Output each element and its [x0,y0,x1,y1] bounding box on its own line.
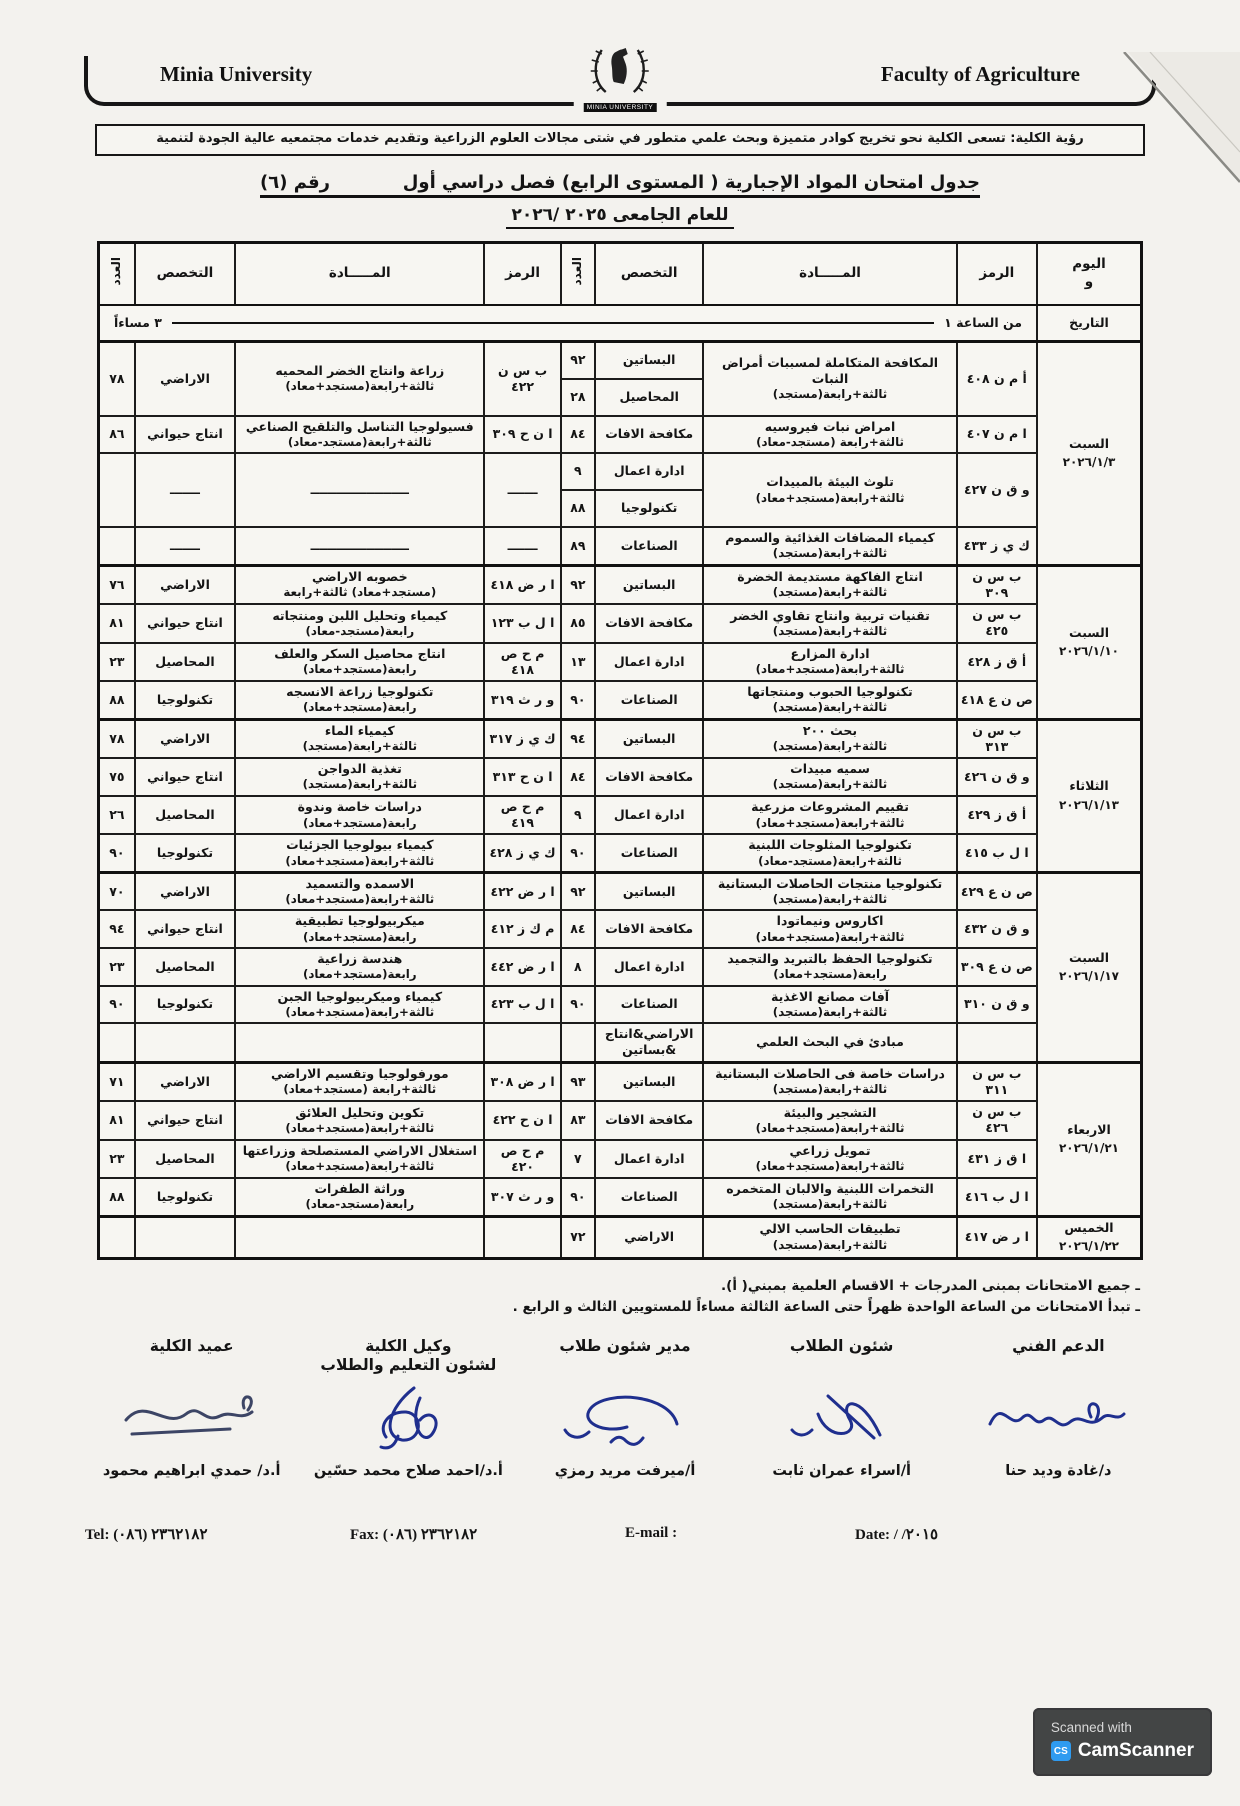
course-code: م ح ص ٤٢٠ [484,1140,560,1179]
course-code: ا ل ب ٤٢٣ [484,986,560,1024]
student-count: ٨٤ [561,416,595,454]
signatory-name: أ.د/احمد صلاح محمد حسّين [313,1462,503,1479]
course-name [235,1216,484,1258]
university-name-en: Minia University [160,62,313,86]
student-count: ١٣ [561,643,595,682]
student-count: ٢٦ [99,796,135,835]
specialization: الاراضي [595,1216,704,1258]
student-count: ٧٢ [561,1216,595,1258]
student-count: ٢٣ [99,948,135,986]
course-code: ـــــــ [484,527,560,565]
document-header [70,52,1170,114]
course-code [484,1216,560,1258]
student-count: ٧٨ [99,719,135,758]
col-code-right: الرمز [957,243,1037,305]
specialization: الاراضي [135,342,235,416]
student-count: ٨٣ [561,1101,595,1140]
student-count: ٨ [561,948,595,986]
handwritten-signature [740,1377,943,1463]
course-code: م ح ص ٤١٩ [484,796,560,835]
student-count: ٧٦ [99,565,135,604]
specialization: الصناعات [595,986,704,1024]
specialization: الصناعات [595,681,704,719]
specialization: تكنولوجيا [135,681,235,719]
specialization: ـــــــ [135,527,235,565]
course-code: و ر ث ٣٠٧ [484,1178,560,1216]
logo-caption: MINIA UNIVERSITY [584,103,657,112]
col-subject-left: المـــــادة [235,243,484,305]
signatory-name: أ/ميرفت مريد رمزي [554,1462,696,1479]
exam-row [99,453,1142,490]
exam-day-cell: السبت ٢٠٢٦/١/١٠ [1037,565,1142,719]
camscanner-watermark [1033,1708,1212,1776]
exam-row [99,342,1142,379]
handwritten-signature [523,1377,726,1463]
student-count: ٨٨ [561,490,595,527]
student-count: ٨٨ [99,681,135,719]
exam-row [99,681,1142,719]
course-name: التشجير والبيئة ثالثة+رابعة(مستجد+معاد) [703,1101,956,1140]
specialization: البساتين [595,342,704,379]
course-name: انتاج الفاكهة مستديمة الخضرة ثالثة+رابعة(مستجد) [703,565,956,604]
student-count: ٩٢ [561,565,595,604]
student-count: ٧١ [99,1062,135,1101]
student-count: ٨١ [99,604,135,643]
course-name: انتاج محاصيل السكر والعلف رابعة(مستجد+معاد) [235,643,484,682]
course-name: امراض نبات فيروسيه ثالثة+رابعة (مستجد-معاد) [703,416,956,454]
course-code: ا ل ب ٤١٦ [957,1178,1037,1216]
course-name: دراسات خاصة وندوة رابعة(مستجد+معاد) [235,796,484,835]
exam-schedule-table [97,241,1143,1260]
signature-block [523,1337,726,1479]
signature-title: عميد الكلية [149,1336,234,1355]
course-code: ا ن ح ٣٠٩ [484,416,560,454]
course-code: أ ق ز ٤٢٨ [957,643,1037,682]
signature-title: الدعم الفني [1012,1336,1105,1355]
signatory-name: أ.د/ حمدي ابراهيم محمود [102,1462,281,1479]
student-count [99,1023,135,1062]
student-count: ٧٠ [99,872,135,910]
specialization: تكنولوجيا [135,1178,235,1216]
specialization: البساتين [595,719,704,758]
course-name: تقنيات تربية وانتاج تقاوي الخضر ثالثة+رابعة(مستجد) [703,604,956,643]
specialization [135,1216,235,1258]
course-name: تطبيقات الحاسب الالي ثالثة+رابعة(مستجد) [703,1216,956,1258]
student-count: ٨٨ [99,1178,135,1216]
note-line: ـ جميع الامتحانات بمبنى المدرجات + الاقسام العلمية بمبني( أ). [721,1277,1140,1294]
course-name: المكافحة المتكاملة لمسببات أمراض النبات ثالثة+رابعة(مستجد) [703,342,956,416]
schedule-number: رقم (٦) [260,172,330,193]
specialization: ادارة اعمال [595,1140,704,1179]
course-code: أ ق ز ٤٢٩ [957,796,1037,835]
course-code: و ق ن ٤٢٧ [957,453,1037,527]
specialization: مكافحة الافات [595,416,704,454]
specialization: الاراضي&انتاج &بساتين [595,1023,704,1062]
tel-label: Tel: [85,1526,110,1543]
exam-row [99,1062,1142,1101]
page-corner-fold [1110,52,1240,192]
col-subject-right: المـــــادة [703,243,956,305]
course-code: ص ن ع ٣٠٩ [957,948,1037,986]
course-name: اكاروس ونيماتودا ثالثة+رابعة(مستجد+معاد) [703,910,956,948]
student-count: ٨٦ [99,416,135,454]
table-header-row [99,243,1142,305]
specialization: الصناعات [595,834,704,872]
course-name: كيمياء المضافات الغذائية والسموم ثالثة+رابعة(مستجد) [703,527,956,565]
student-count: ٩٠ [561,681,595,719]
exam-row [99,416,1142,454]
course-name: استغلال الاراضي المستصلحة وزراعتها ثالثة+رابعة(مستجد+معاد) [235,1140,484,1179]
signatures-section [90,1337,1160,1479]
course-name: كيمياء وتحليل اللبن ومنتجاته رابعة(مستجد-معاد) [235,604,484,643]
course-code: م ك ز ٤١٢ [484,910,560,948]
student-count: ٩٤ [561,719,595,758]
course-code: ا ر ض ٤٢٢ [484,872,560,910]
course-name: فسيولوجيا التناسل والتلقيح الصناعي ثالثة+رابعة(مستجد-معاد) [235,416,484,454]
course-name: خصوبه الاراضي (مستجد+معاد) ثالثة+رابعة [235,565,484,604]
handwritten-signature [307,1377,510,1463]
scanned-with-text: Scanned with [1050,1720,1132,1735]
specialization [135,1023,235,1062]
course-code: ا ل ب ١٢٣ [484,604,560,643]
col-count-right: العدد [561,243,595,305]
signature-block [90,1337,293,1479]
specialization: المحاصيل [595,379,704,416]
exam-day-cell: السبت ٢٠٢٦/١/١٧ [1037,872,1142,1062]
course-code: ا ر ض ٣٠٨ [484,1062,560,1101]
course-code [484,1023,560,1062]
course-code: ب س ن ٤٢٦ [957,1101,1037,1140]
course-name: الاسمده والتسميد ثالثة+رابعة(مستجد+معاد) [235,872,484,910]
exam-row [99,565,1142,604]
exam-time-note: من الساعة ١ ٣ مساءاً [99,305,1038,342]
specialization: انتاج حيواني [135,910,235,948]
specialization: ادارة اعمال [595,453,704,490]
signature-block [957,1337,1160,1479]
student-count: ٢٨ [561,379,595,416]
student-count [99,453,135,527]
exam-row [99,872,1142,910]
course-name: ادارة المزارع ثالثة+رابعة(مستجد+معاد) [703,643,956,682]
course-code: ا ن ح ٤٢٢ [484,1101,560,1140]
fax-label: Fax: [350,1526,380,1543]
signature-block [307,1337,510,1479]
course-code: ا ر ض ٤١٨ [484,565,560,604]
exam-day-cell: الثلاثاء ٢٠٢٦/١/١٣ [1037,719,1142,872]
exam-row [99,1216,1142,1258]
col-date: التاريخ [1037,305,1142,342]
handwritten-signature [957,1377,1160,1463]
exam-day-cell: الاربعاء ٢٠٢٦/١/٢١ [1037,1062,1142,1216]
specialization: ادارة اعمال [595,643,704,682]
course-code: ب س ن ٣٠٩ [957,565,1037,604]
student-count: ٩٠ [561,1178,595,1216]
student-count [99,1216,135,1258]
specialization: ادارة اعمال [595,796,704,835]
specialization: المحاصيل [135,1140,235,1179]
col-day: اليوم و [1037,243,1142,305]
specialization: مكافحة الافات [595,604,704,643]
camscanner-name: CamScanner [1077,1740,1194,1761]
student-count: ٨٩ [561,527,595,565]
specialization: مكافحة الافات [595,758,704,796]
date-label: Date: [855,1526,890,1543]
student-count [561,1023,595,1062]
specialization: ـــــــ [135,453,235,527]
course-code: ب س ن ٣١٣ [957,719,1037,758]
course-code: ك ي ز ٤٣٣ [957,527,1037,565]
specialization: البساتين [595,1062,704,1101]
exam-row [99,604,1142,643]
course-code: ا ن ح ٣١٣ [484,758,560,796]
exam-row [99,834,1142,872]
academic-year-subtitle: للعام الجامعى ٢٠٢٥ /٢٠٢٦ [506,205,735,229]
university-logo [574,46,667,112]
specialization: المحاصيل [135,643,235,682]
specialization: تكنولوجيا [595,490,704,527]
student-count: ٩٠ [99,834,135,872]
course-code: ا ر ض ٤٤٢ [484,948,560,986]
course-code: و ر ث ٣١٩ [484,681,560,719]
course-name [235,1023,484,1062]
student-count: ٩ [561,453,595,490]
specialization: مكافحة الافات [595,910,704,948]
course-name: ـــــــــــــــــــــــ [235,453,484,527]
course-name: كيمياء بيولوجيا الجزئيات ثالثة+رابعة(مستجد+معاد) [235,834,484,872]
col-code-left: الرمز [484,243,560,305]
course-code: ا ق ز ٤٣١ [957,1140,1037,1179]
student-count: ٨٤ [561,758,595,796]
course-code: و ق ن ٤٢٦ [957,758,1037,796]
course-code: ب س ن ٤٢٢ [484,342,560,416]
exam-time-row [99,305,1142,342]
signature-title: شئون الطلاب [789,1336,894,1355]
student-count: ٩٠ [561,834,595,872]
student-count: ٩٠ [99,986,135,1024]
exam-row [99,1178,1142,1216]
exam-day-cell: الخميس ٢٠٢٦/١/٢٢ [1037,1216,1142,1258]
date-value: / /٢٠١٥ [893,1526,939,1543]
course-code: ك ي ز ٣١٧ [484,719,560,758]
student-count: ٩٢ [561,342,595,379]
specialization: انتاج حيواني [135,1101,235,1140]
scanned-exam-schedule-page [0,52,1240,1806]
camscanner-logo-icon: CS [1051,1741,1071,1761]
student-count: ٨١ [99,1101,135,1140]
student-count: ٩ [561,796,595,835]
exam-row [99,719,1142,758]
course-code: ص ن ع ٤١٨ [957,681,1037,719]
signature-title: وكيل الكلية لشئون التعليم والطلاب [320,1336,497,1375]
exam-day-cell: السبت ٢٠٢٦/١/٣ [1037,342,1142,566]
university-emblem-icon [588,46,652,98]
col-spec-left: التخصص [135,243,235,305]
specialization: الصناعات [595,527,704,565]
tel-value: (٠٨٦) ٢٣٦٢١٨٢ [113,1526,208,1543]
course-name: تقييم المشروعات مزرعية ثالثة+رابعة(مستجد+معاد) [703,796,956,835]
exam-row [99,1023,1142,1062]
course-code: م ح ص ٤١٨ [484,643,560,682]
course-name: سميه مبيدات ثالثة+رابعة(مستجد) [703,758,956,796]
col-spec-right: التخصص [595,243,704,305]
col-count-left: العدد [99,243,135,305]
course-name: آفات مصانع الاغذية ثالثة+رابعة(مستجد) [703,986,956,1024]
specialization: ادارة اعمال [595,948,704,986]
specialization: المحاصيل [135,796,235,835]
signature-block [740,1337,943,1479]
exam-row [99,910,1142,948]
course-code: ك ي ز ٤٢٨ [484,834,560,872]
course-name: هندسة زراعية رابعة(مستجد+معاد) [235,948,484,986]
signatory-name: د/غادة وديد حنا [1005,1462,1112,1479]
student-count: ٧٥ [99,758,135,796]
course-code: ا م ن ٤٠٧ [957,416,1037,454]
schedule-title-row [260,172,980,198]
email-label: E-mail : [625,1524,678,1541]
course-name: تكنولوجيا زراعة الانسجه رابعة(مستجد+معاد) [235,681,484,719]
student-count: ٩٤ [99,910,135,948]
signatory-name: أ/اسراء عمران ثابت [772,1462,912,1479]
note-line: ـ تبدأ الامتحانات من الساعة الواحدة ظهراً حتى الساعة الثالثة مساءاً للمستويين الثالث و الرابع . [512,1299,1140,1316]
course-name: تكنولوجيا الحفظ بالتبريد والتجميد رابعة(مستجد+معاد) [703,948,956,986]
schedule-table-body [99,243,1142,1259]
specialization: انتاج حيواني [135,416,235,454]
course-name: وراثة الطفرات رابعة(مستجد-معاد) [235,1178,484,1216]
student-count [99,527,135,565]
specialization: البساتين [595,872,704,910]
student-count: ٧٨ [99,342,135,416]
signature-title: مدير شئون طلاب [559,1336,691,1355]
course-code: ا ر ض ٤١٧ [957,1216,1037,1258]
course-code: و ق ن ٣١٠ [957,986,1037,1024]
course-code: ا ل ب ٤١٥ [957,834,1037,872]
specialization: تكنولوجيا [135,834,235,872]
student-count: ٩٠ [561,986,595,1024]
course-name: دراسات خاصة فى الحاصلات البستانية ثالثة+رابعة(مستجد) [703,1062,956,1101]
exam-row [99,796,1142,835]
course-name: ميكربيولوجيا تطبيقية رابعة(مستجد+معاد) [235,910,484,948]
course-code: ب س ن ٣١١ [957,1062,1037,1101]
course-name: تمويل زراعي ثالثة+رابعة(مستجد+معاد) [703,1140,956,1179]
specialization: الاراضي [135,565,235,604]
course-code: ـــــــ [484,453,560,527]
time-leader-line [172,322,934,324]
student-count: ٩٣ [561,1062,595,1101]
specialization: الاراضي [135,719,235,758]
student-count: ٩٢ [561,872,595,910]
course-code: و ق ن ٤٣٢ [957,910,1037,948]
course-name: تكنولوجيا المثلوجات اللبنية ثالثة+رابعة(مستجد-معاد) [703,834,956,872]
course-name: مبادئ في البحث العلمي [703,1023,956,1062]
course-code: ب س ن ٤٢٥ [957,604,1037,643]
schedule-title: جدول امتحان المواد الإجبارية ( المستوى الرابع) فصل دراسي أول [402,172,980,193]
schedule-notes [100,1276,1140,1319]
specialization: انتاج حيواني [135,758,235,796]
specialization: الاراضي [135,1062,235,1101]
course-name: ـــــــــــــــــــــــ [235,527,484,565]
course-name: تكنولوجيا منتجات الحاصلات البستانية ثالثة+رابعة(مستجد) [703,872,956,910]
exam-row [99,986,1142,1024]
exam-row [99,643,1142,682]
contact-footer [85,1525,1155,1544]
course-name: تغذية الدواجن ثالثة+رابعة(مستجد) [235,758,484,796]
exam-row [99,758,1142,796]
student-count: ٧ [561,1140,595,1179]
student-count: ٢٣ [99,643,135,682]
faculty-name-en: Faculty of Agriculture [880,62,1080,86]
exam-row [99,1101,1142,1140]
exam-row [99,948,1142,986]
faculty-vision-statement: رؤية الكلية: تسعى الكلية نحو تخريج كوادر متميزة وبحث علمي متطور في شتى مجالات العلوم الزراعية وتقديم خدمات مجتمعيه عالية الجودة لتنمية [95,124,1145,156]
course-name: كيمياء الماء ثالثة+رابعة(مستجد) [235,719,484,758]
course-name: بحث ٢٠٠ ثالثة+رابعة(مستجد) [703,719,956,758]
exam-row [99,527,1142,565]
course-name: زراعة وانتاج الخضر المحميه ثالثة+رابعة(مستجد+معاد) [235,342,484,416]
specialization: الصناعات [595,1178,704,1216]
course-code [957,1023,1037,1062]
specialization: المحاصيل [135,948,235,986]
course-code: ص ن ع ٤٢٩ [957,872,1037,910]
course-name: تلوث البيئة بالمبيدات ثالثة+رابعة(مستجد+معاد) [703,453,956,527]
handwritten-signature [90,1377,293,1463]
course-code: أ م ن ٤٠٨ [957,342,1037,416]
specialization: مكافحة الافات [595,1101,704,1140]
course-name: تكوين وتحليل العلائق ثالثة+رابعة(مستجد+معاد) [235,1101,484,1140]
student-count: ٢٣ [99,1140,135,1179]
course-name: مورفولوجيا وتقسيم الاراضي ثالثة+رابعة (مستجد+معاد) [235,1062,484,1101]
course-name: التخمرات اللبنية والالبان المتخمره ثالثة+رابعة(مستجد) [703,1178,956,1216]
student-count: ٨٤ [561,910,595,948]
student-count: ٨٥ [561,604,595,643]
course-name: تكنولوجيا الحبوب ومنتجاتها ثالثة+رابعة(مستجد) [703,681,956,719]
specialization: البساتين [595,565,704,604]
exam-row [99,1140,1142,1179]
specialization: الاراضي [135,872,235,910]
course-name: كيمياء وميكربيولوجيا الجبن ثالثة+رابعة(مستجد+معاد) [235,986,484,1024]
specialization: تكنولوجيا [135,986,235,1024]
fax-value: (٠٨٦) ٢٣٦٢١٨٢ [382,1526,478,1543]
specialization: انتاج حيواني [135,604,235,643]
